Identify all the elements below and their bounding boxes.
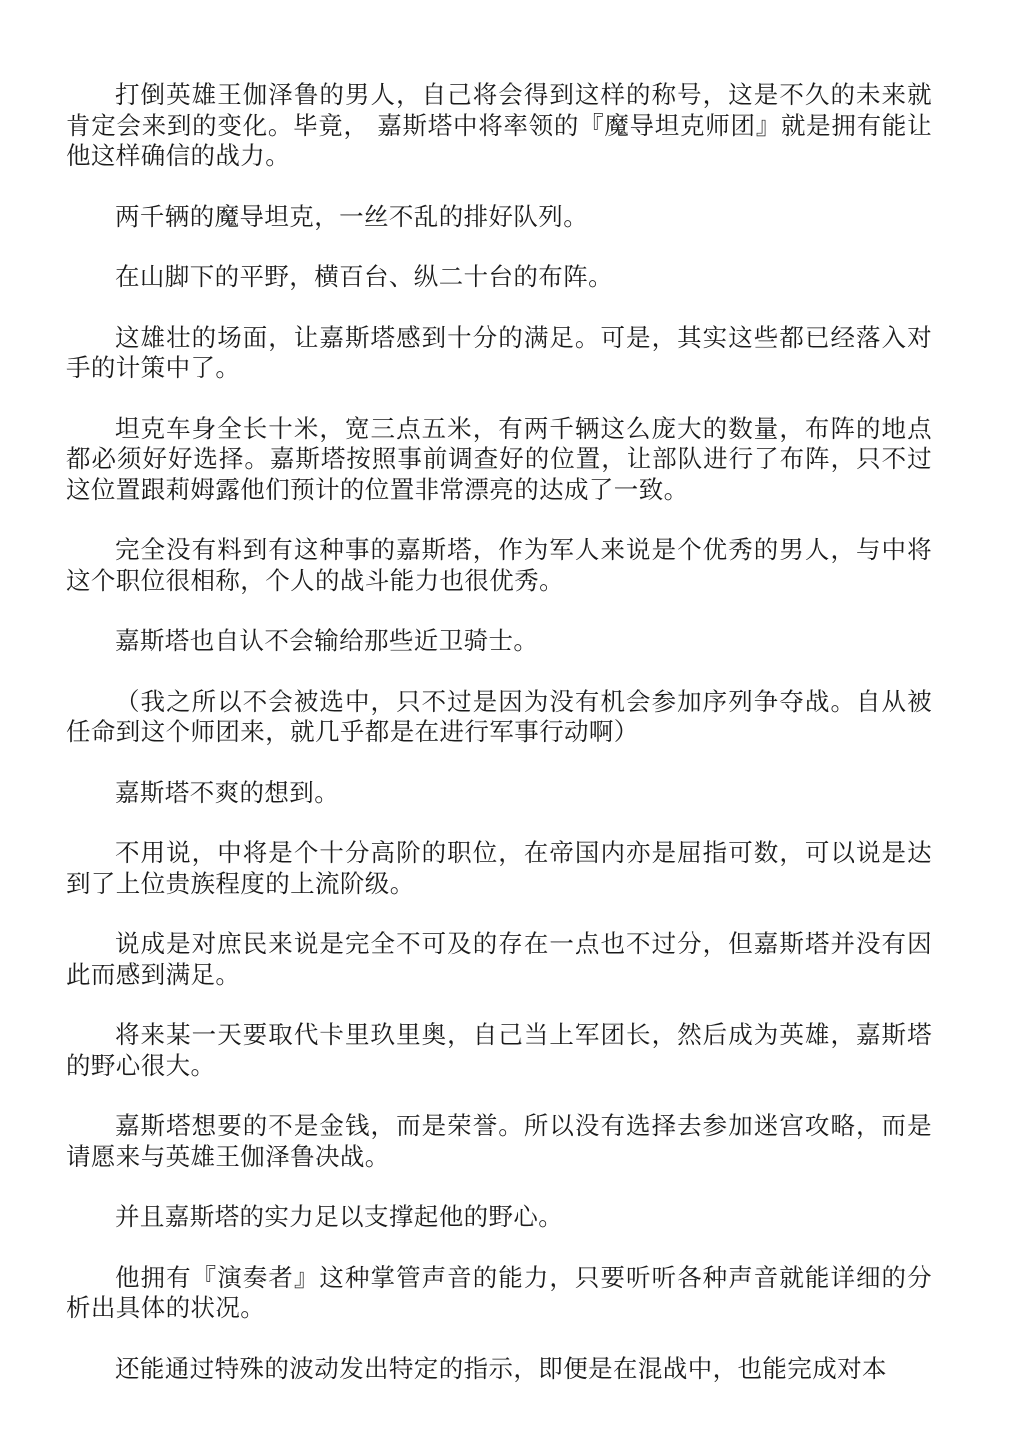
paragraph: 还能通过特殊的波动发出特定的指示，即便是在混战中，也能完成对本 (115, 1353, 887, 1383)
paragraph: 他拥有『演奏者』这种掌管声音的能力，只要听听各种声音就能详细的分析出具体的状况。 (66, 1262, 932, 1322)
paragraph: 在山脚下的平野，横百台、纵二十台的布阵。 (115, 262, 613, 291)
paragraph: 完全没有料到有这种事的嘉斯塔，作为军人来说是个优秀的男人，与中将这个职位很相称，个人的战斗能力也很优秀。 (66, 535, 932, 595)
document-page (66, 80, 932, 1414)
paragraph: 嘉斯塔想要的不是金钱，而是荣誉。所以没有选择去参加迷宫攻略，而是请愿来与英雄王伽泽鲁决战。 (66, 1111, 932, 1171)
paragraph: 将来某一天要取代卡里玖里奥，自己当上军团长，然后成为英雄，嘉斯塔的野心很大。 (66, 1020, 932, 1080)
paragraph: 打倒英雄王伽泽鲁的男人，自己将会得到这样的称号，这是不久的未来就肯定会来到的变化。毕竟， 嘉斯塔中将率领的『魔导坦克师团』就是拥有能让他这样确信的战力。 (66, 80, 932, 170)
paragraph: 坦克车身全长十米，宽三点五米，有两千辆这么庞大的数量，布阵的地点都必须好好选择。嘉斯塔按照事前调查好的位置，让部队进行了布阵，只不过这位置跟莉姆露他们预计的位置非常漂亮的达成了一致。 (66, 413, 932, 504)
paragraph: 嘉斯塔也自认不会输给那些近卫骑士。 (115, 626, 539, 655)
paragraph: 并且嘉斯塔的实力足以支撑起他的野心。 (115, 1202, 564, 1231)
paragraph: （我之所以不会被选中，只不过是因为没有机会参加序列争夺战。自从被任命到这个师团来，就几乎都是在进行军事行动啊） (66, 686, 932, 746)
paragraph: 不用说，中将是个十分高阶的职位，在帝国内亦是屈指可数，可以说是达到了上位贵族程度的上流阶级。 (66, 838, 932, 898)
paragraph: 嘉斯塔不爽的想到。 (115, 777, 340, 807)
paragraph: 两千辆的魔导坦克，一丝不乱的排好队列。 (115, 201, 589, 231)
paragraph: 这雄壮的场面，让嘉斯塔感到十分的满足。可是，其实这些都已经落入对手的计策中了。 (66, 322, 932, 382)
paragraph: 说成是对庶民来说是完全不可及的存在一点也不过分，但嘉斯塔并没有因此而感到满足。 (66, 929, 932, 989)
